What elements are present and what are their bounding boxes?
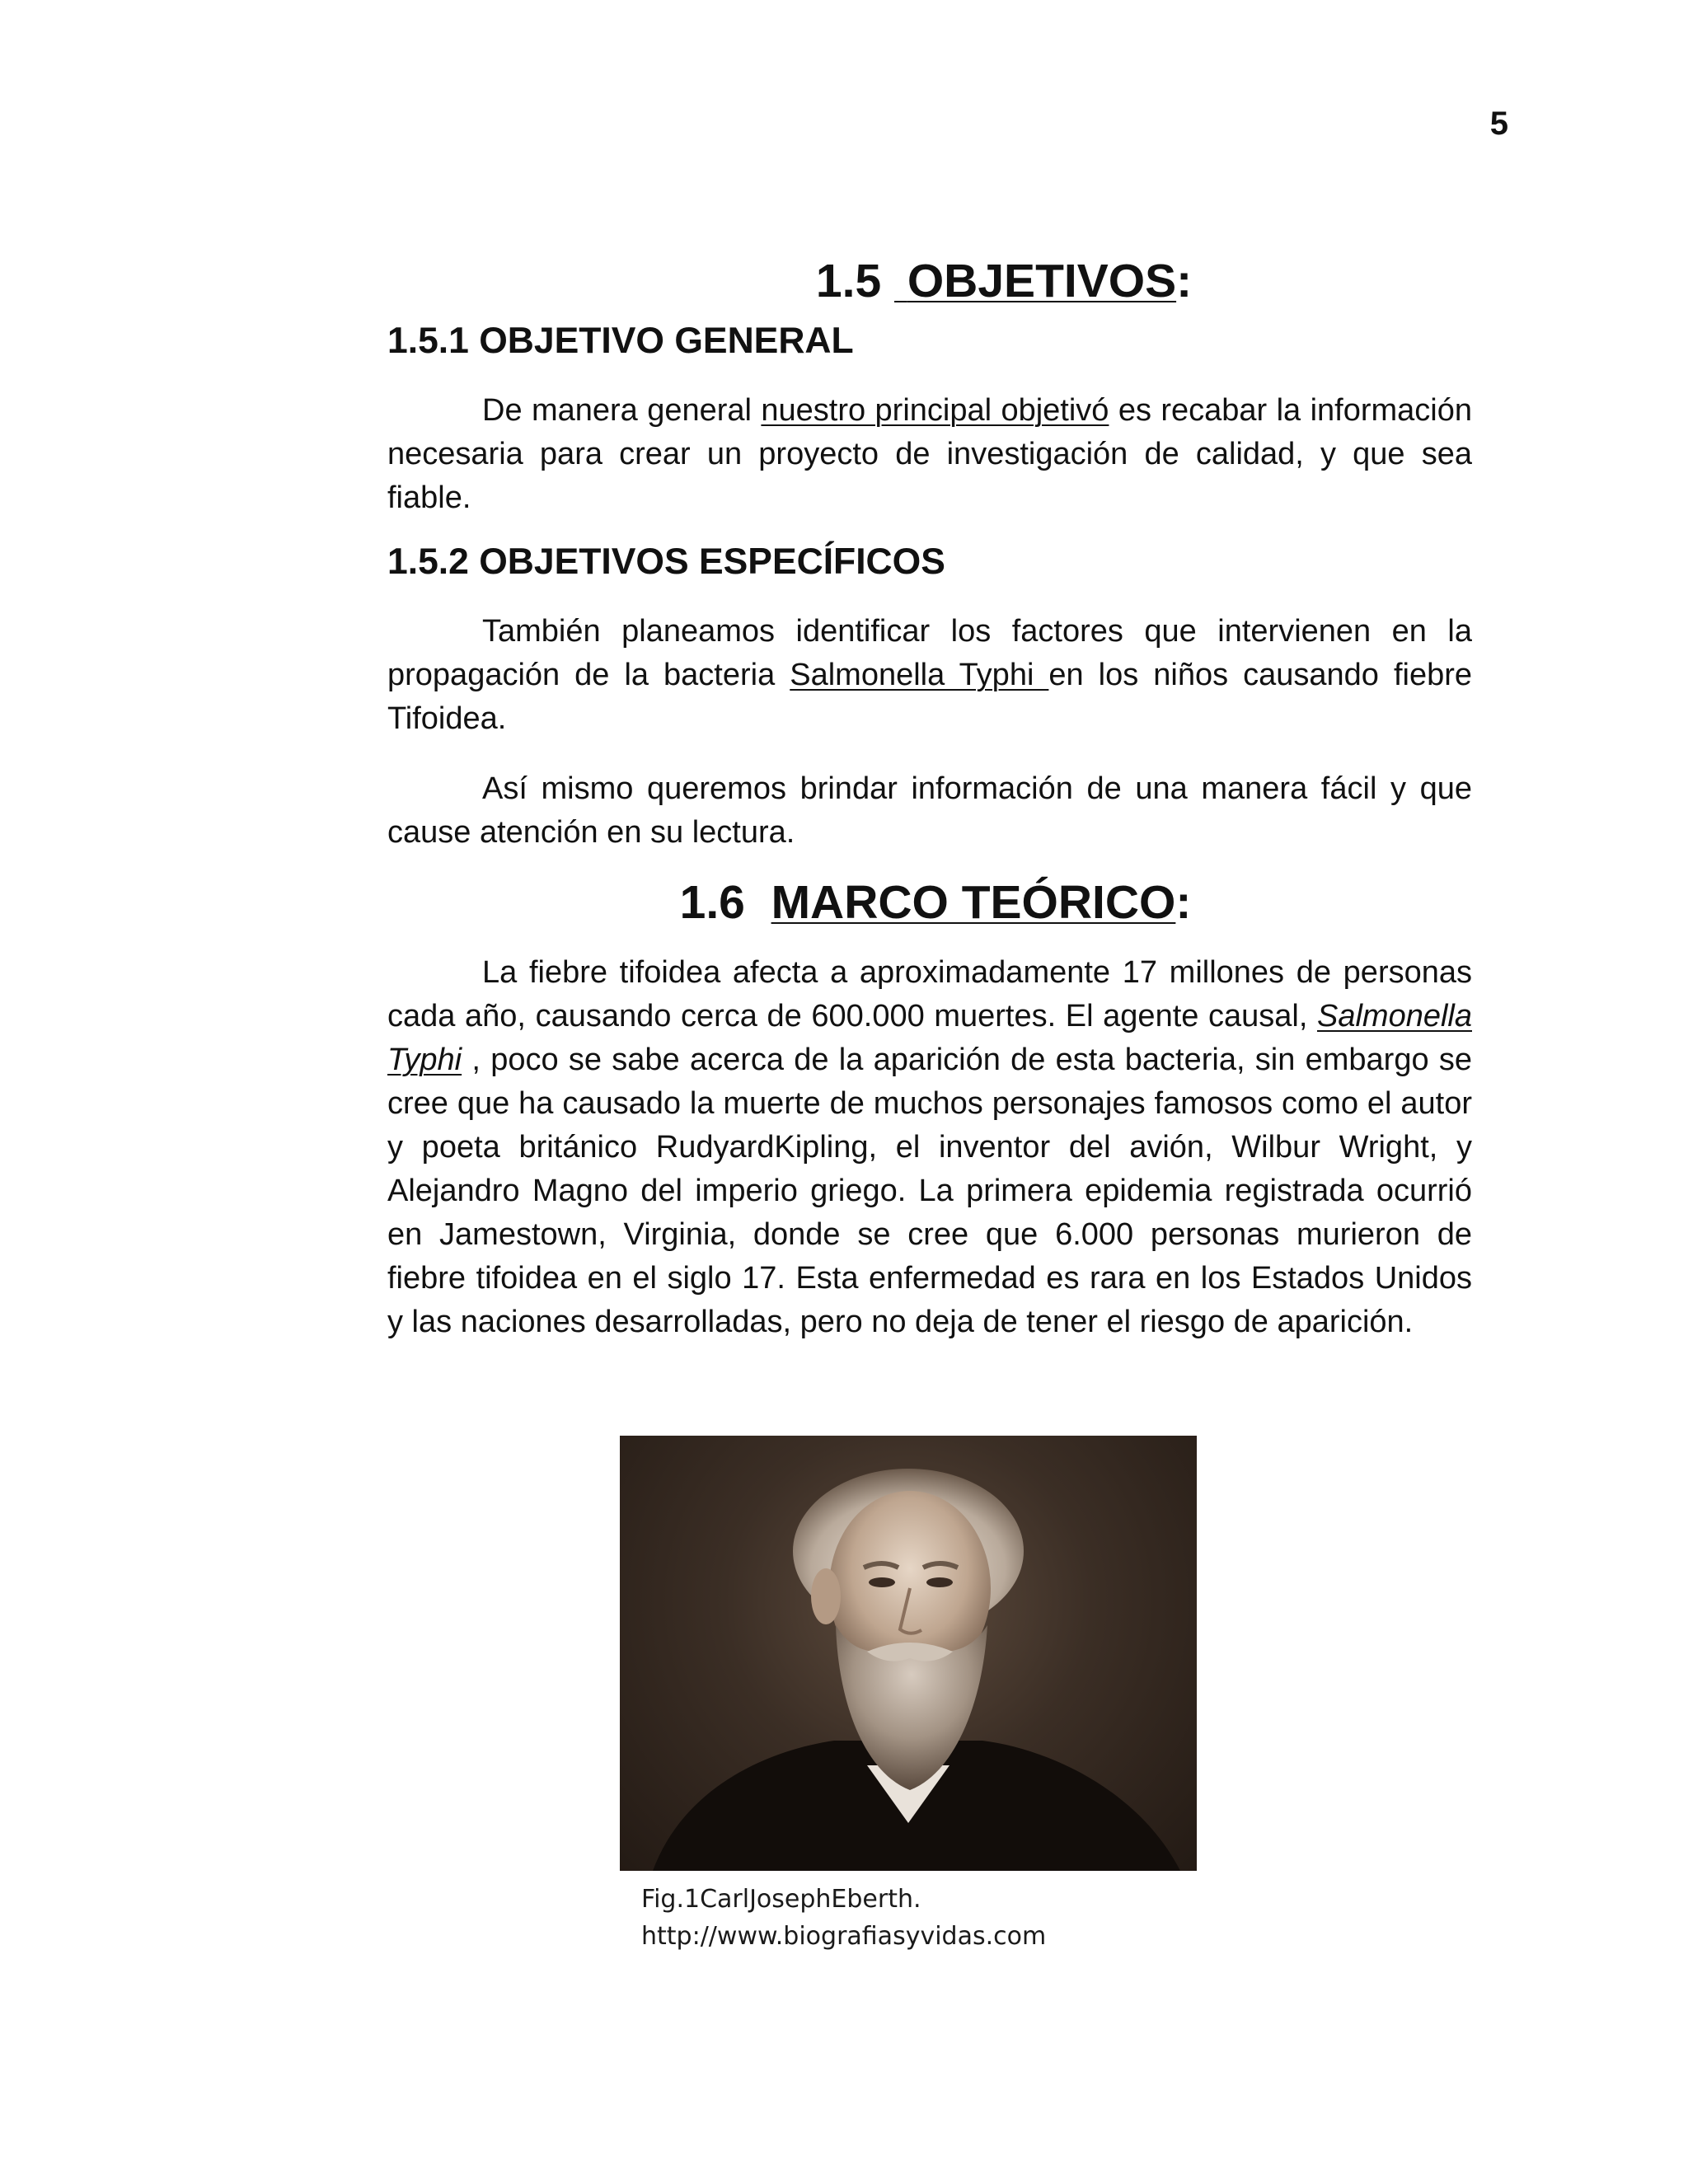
figure-caption [641, 1881, 1218, 1955]
heading-1-5-1-objetivo-general: 1.5.1 OBJETIVO GENERAL [387, 321, 854, 361]
document-body [387, 255, 1473, 1344]
page-number: 5 [1489, 105, 1508, 142]
heading-1-6-marco-teorico [387, 876, 1472, 929]
underlined-italic-species-name: Salmonella Typhi [387, 999, 1472, 1077]
heading-title: OBJETIVOS [907, 255, 1177, 307]
underlined-phrase: nuestro principal objetivó [761, 393, 1109, 428]
portrait-illustration [620, 1436, 1197, 1871]
caption-line-1: Fig.1CarlJosephEberth. [641, 1885, 921, 1914]
heading-colon: : [1176, 255, 1193, 307]
portrait-photo [620, 1436, 1197, 1871]
paragraph-marco-teorico: La fiebre tifoidea afecta a aproximadamente 17 millones de personas cada año, causando cerca de 600.000 muertes. El agente causal, Salmonella Typhi , poco se sabe acerca de la aparición de esta bacteria, sin embargo se cree que ha causado la muerte de muchos personajes famosos como el autor y poeta británico RudyardKipling, el inventor del avión, Wilbur Wright, y Alejandro Magno del imperio griego. La primera epidemia registrada ocurrió en Jamestown, Virginia, donde se cree que 6.000 personas murieron de fiebre tifoidea en el siglo 17. Esta enfermedad es rara en los Estados Unidos y las naciones desarrolladas, pero no deja de tener el riesgo de aparición. [387, 955, 1472, 1339]
heading-1-5-2-objetivos-especificos: 1.5.2 OBJETIVOS ESPECÍFICOS [387, 541, 945, 582]
heading-title: MARCO TEÓRICO [771, 876, 1176, 929]
heading-number: 1.5 [815, 255, 882, 307]
paragraph-asi-mismo: Así mismo queremos brindar información de una manera fácil y que cause atención en su lectura. [387, 771, 1472, 850]
heading-colon: : [1175, 876, 1192, 929]
paragraph-objetivos-especificos: También planeamos identificar los factores que intervienen en la propagación de la bacteria Salmonella Typhi en los niños causando fiebre Tifoidea. [387, 614, 1472, 736]
paragraph-objetivo-general: De manera general nuestro principal objetivó es recabar la información necesaria para crear un proyecto de investigación de calidad, y que sea fiable. [387, 393, 1473, 515]
heading-number: 1.6 [679, 876, 745, 929]
underlined-species-name: Salmonella Typhi [790, 658, 1049, 692]
heading-1-5-objetivos [387, 255, 1472, 307]
caption-source-url: http://www.biografiasyvidas.com [641, 1922, 1047, 1951]
